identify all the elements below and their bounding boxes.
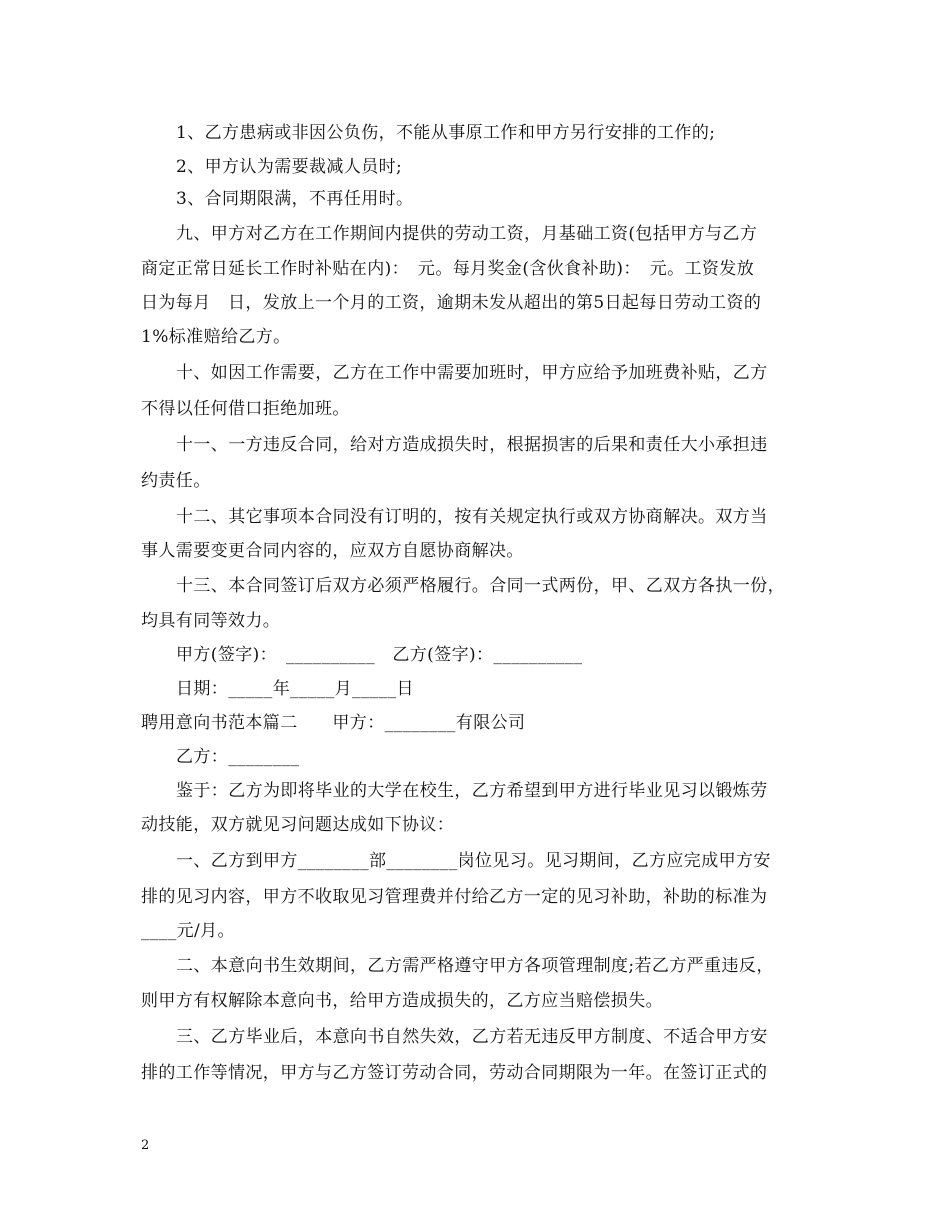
paragraph-line: 事人需要变更合同内容的，应双方自愿协商解决。: [141, 541, 524, 561]
paragraph-line: 十二、其它事项本合同没有订明的，按有关规定执行或双方协商解决。双方当: [176, 507, 768, 527]
paragraph-line: 商定正常日延长工作时补贴在内)： 元。每月奖金(含伙食补助)： 元。工资发放: [141, 259, 755, 279]
paragraph-line: 排的工作等情况，甲方与乙方签订劳动合同，劳动合同期限为一年。在签订正式的: [141, 1063, 768, 1083]
paragraph-line: 十、如因工作需要，乙方在工作中需要加班时，甲方应给予加班费补贴，乙方: [176, 363, 768, 383]
paragraph-line: 九、甲方对乙方在工作期间内提供的劳动工资，月基础工资(包括甲方与乙方: [176, 224, 758, 244]
signature-line: 甲方(签字)： __________ 乙方(签字)：__________: [176, 645, 583, 665]
clause-line: 2、甲方认为需要裁减人员时;: [176, 157, 403, 177]
section-heading-line: 聘用意向书范本篇二 甲方：________有限公司: [141, 713, 526, 733]
paragraph-line: 十三、本合同签订后双方必须严格履行。合同一式两份，甲、乙双方各执一份，: [176, 576, 785, 596]
paragraph-line: 动技能，双方就见习问题达成如下协议：: [141, 815, 455, 835]
paragraph-line: 鉴于：乙方为即将毕业的大学在校生，乙方希望到甲方进行毕业见习以锻炼劳: [176, 781, 768, 801]
page-number: 2: [141, 1138, 150, 1153]
paragraph-line: 一、乙方到甲方________部________岗位见习。见习期间，乙方应完成甲方安: [176, 851, 771, 871]
paragraph-line: 三、乙方毕业后，本意向书自然失效，乙方若无违反甲方制度、不适合甲方安: [176, 1027, 768, 1047]
paragraph-line: 二、本意向书生效期间，乙方需严格遵守甲方各项管理制度;若乙方严重违反，: [176, 956, 774, 976]
clause-line: 3、合同期限满，不再任用时。: [176, 189, 414, 209]
paragraph-line: 均具有同等效力。: [141, 611, 281, 631]
party-line: 乙方：________: [176, 747, 300, 767]
paragraph-line: ____元/月。: [141, 921, 235, 941]
paragraph-line: 日为每月 日，发放上一个月的工资，逾期未发从超出的第5日起每日劳动工资的: [141, 293, 762, 313]
paragraph-line: 不得以任何借口拒绝加班。: [141, 399, 350, 419]
date-line: 日期：_____年_____月_____日: [176, 679, 414, 699]
paragraph-line: 则甲方有权解除本意向书，给甲方造成损失的，乙方应当赔偿损失。: [141, 991, 663, 1011]
paragraph-line: 1%标准赔给乙方。: [141, 327, 291, 347]
clause-line: 1、乙方患病或非因公负伤，不能从事原工作和甲方另行安排的工作的;: [176, 123, 716, 143]
paragraph-line: 十一、一方违反合同，给对方造成损失时，根据损害的后果和责任大小承担违: [176, 435, 768, 455]
paragraph-line: 排的见习内容，甲方不收取见习管理费并付给乙方一定的见习补助，补助的标准为: [141, 887, 768, 907]
paragraph-line: 约责任。: [141, 471, 211, 491]
